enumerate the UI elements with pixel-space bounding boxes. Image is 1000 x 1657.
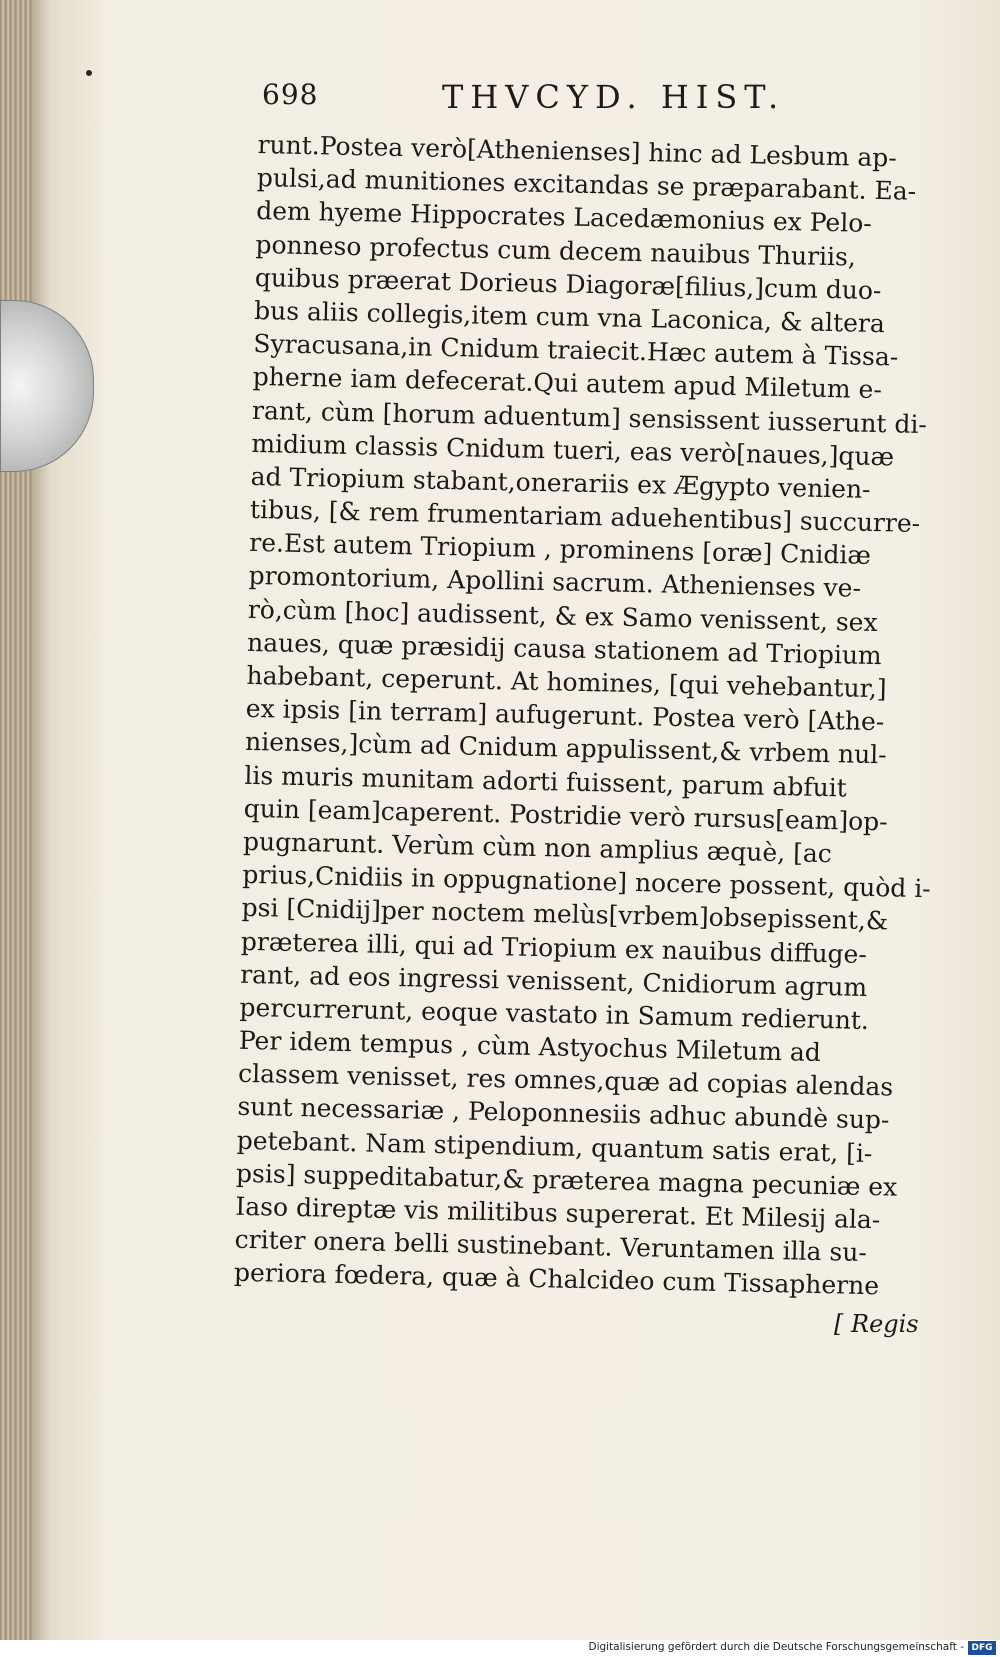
text-line: ponneso profectus cum decem nauibus Thuriis,	[255, 229, 857, 272]
page-header	[262, 78, 882, 126]
dfg-logo: DFG	[968, 1641, 996, 1655]
text-line: Iaso direptæ vis militibus supererat. Et Milesij ala-	[235, 1191, 881, 1235]
text-line: classem venisset, res omnes,quæ ad copias alendas	[237, 1059, 894, 1102]
text-line: Per idem tempus , cùm Astyochus Miletum ad	[238, 1025, 822, 1068]
text-line: midium classis Cnidum tueri, eas verò[naues,]quæ	[251, 428, 895, 472]
text-line: pugnarunt. Verùm cùm non amplius æquè, [ac	[242, 826, 833, 869]
text-line: pulsi,ad munitiones excitandas se præparabant. Ea-	[256, 163, 917, 206]
text-line: tibus, [& rem frumentariam aduehentibus] succurre-	[249, 494, 921, 539]
text-line: dem hyeme Hippocrates Lacedæmonius ex Pelo-	[255, 196, 873, 239]
text-line: bus aliis collegis,item cum vna Laconica, & altera	[253, 295, 886, 339]
book-page-edges	[0, 0, 32, 1640]
ink-dot	[86, 70, 92, 76]
text-line: pherne iam defecerat.Qui autem apud Miletum e-	[252, 362, 883, 405]
text-line: petebant. Nam stipendium, quantum satis erat, [i-	[236, 1125, 873, 1168]
book-gutter-shadow	[32, 0, 52, 1640]
page-number: 698	[262, 78, 319, 111]
text-line: prius,Cnidiis in oppugnatione] nocere possent, quòd i-	[242, 859, 931, 904]
text-line: lis muris munitam adorti fuissent, parum abfuit	[244, 760, 848, 803]
catchword: [ Regis	[834, 1310, 919, 1338]
running-title: THVCYD. HIST.	[442, 78, 786, 116]
text-line: nienses,]cùm ad Cnidum appulissent,& vrbem nul-	[244, 727, 887, 770]
text-line: percurrerunt, eoque vastato in Samum redierunt.	[239, 992, 870, 1035]
digitization-footer	[0, 1640, 1000, 1657]
text-line: psis] suppeditabatur,& præterea magna pecuniæ ex	[235, 1158, 898, 1202]
body-text	[233, 128, 931, 1303]
text-line: naues, quæ præsidij causa stationem ad Triopium	[246, 627, 883, 670]
text-line: quibus præerat Dorieus Diagoræ[filius,]cum duo-	[254, 262, 882, 305]
text-line: Syracusana,in Cnidum traiecit.Hæc autem à Tissa-	[253, 329, 899, 372]
text-line: sunt necessariæ , Peloponnesiis adhuc abundè sup-	[237, 1092, 890, 1135]
text-line: præterea illi, qui ad Triopium ex nauibus diffuge-	[240, 926, 868, 969]
text-line: quin [eam]caperent. Postridie verò rursus[eam]op-	[243, 793, 888, 837]
text-line: habebant, ceperunt. At homines, [qui vehebantur,]	[246, 660, 887, 704]
text-line: rò,cùm [hoc] audissent, & ex Samo venissent, sex	[247, 594, 878, 637]
text-line: ad Triopium stabant,onerariis ex Ægypto venien-	[250, 461, 871, 504]
text-line: promontorium, Apollini sacrum. Athenienses ve-	[248, 561, 862, 604]
text-line: periora fœdera, quæ à Chalcideo cum Tissapherne	[233, 1258, 880, 1301]
funding-credit: Digitalisierung gefördert durch die Deutsche Forschungsgemeinschaft -	[588, 1641, 964, 1653]
text-line: criter onera belli sustinebant. Veruntamen illa su-	[234, 1224, 868, 1268]
text-line: psi [Cnidij]per noctem melùs[vrbem]obsepissent,&	[241, 893, 889, 936]
text-line: ex ipsis [in terram] aufugerunt. Postea verò [Athe-	[245, 694, 885, 737]
text-line: rant, ad eos ingressi venissent, Cnidiorum agrum	[239, 959, 868, 1002]
text-line: re.Est autem Triopium , prominens [oræ] Cnidiæ	[249, 528, 872, 571]
text-line: rant, cùm [horum aduentum] sensissent iusserunt di-	[251, 395, 928, 439]
text-line: runt.Postea verò[Athenienses] hinc ad Lesbum ap-	[257, 129, 898, 173]
